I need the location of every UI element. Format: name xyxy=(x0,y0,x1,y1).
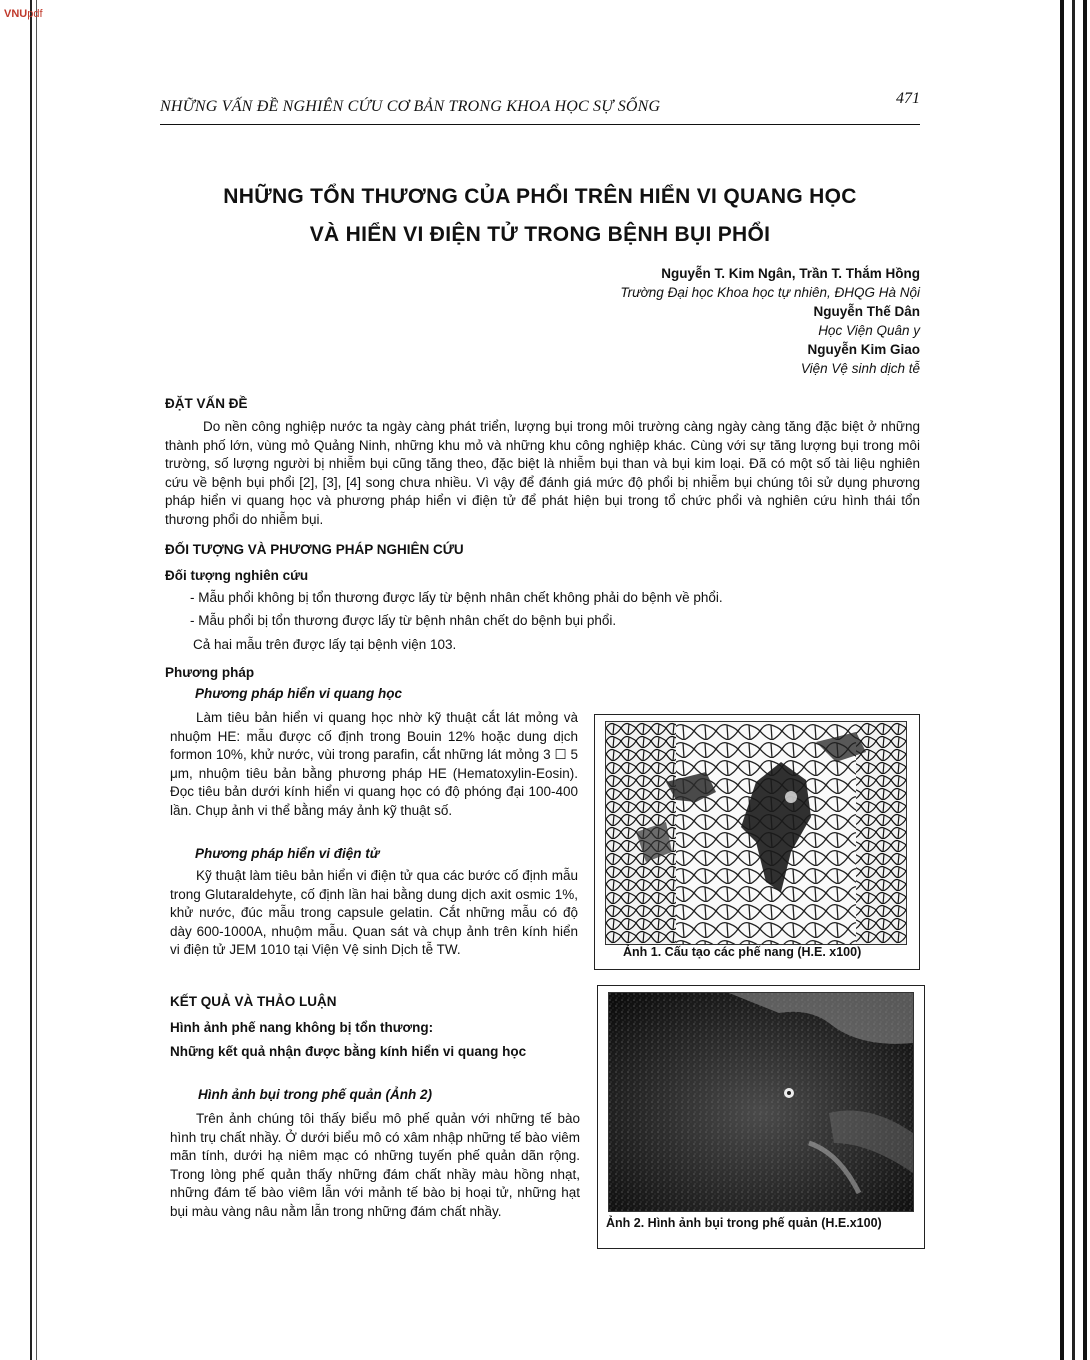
running-head-text: NHỮNG VẤN ĐỀ NGHIÊN CỨU CƠ BẢN TRONG KHOA HỌC SỰ SỐNG xyxy=(160,98,661,115)
author-affiliation: Viện Vệ sinh dịch tễ xyxy=(800,361,920,376)
page-number: 471 xyxy=(896,90,920,107)
author-name: Nguyễn Thế Dân xyxy=(813,304,920,319)
watermark-part2: pdf xyxy=(27,8,43,20)
author-name: Nguyễn Kim Giao xyxy=(807,342,920,357)
subject-bullet-1: - Mẫu phổi không bị tổn thương được lấy từ bệnh nhân chết không phải do bệnh về phổi. xyxy=(190,590,723,605)
author-name: Nguyễn T. Kim Ngân, Trần T. Thắm Hồng xyxy=(661,266,920,281)
scan-edge-right-2 xyxy=(1072,0,1075,1360)
figure-2 xyxy=(597,985,925,1249)
subheading-normal-alveoli: Hình ảnh phế nang không bị tổn thương: xyxy=(170,1020,434,1035)
subheading-light-microscopy: Phương pháp hiển vi quang học xyxy=(195,686,402,701)
subheading-electron-microscopy: Phương pháp hiển vi điện tử xyxy=(195,846,380,861)
figure-2-caption: Ảnh 2. Hình ảnh bụi trong phế quản (H.E.x100) xyxy=(606,1216,882,1230)
title-line-2: VÀ HIỂN VI ĐIỆN TỬ TRONG BỆNH BỤI PHỔI xyxy=(309,223,771,246)
light-microscopy-paragraph: Làm tiêu bản hiển vi quang học nhờ kỹ thuật cắt lát mỏng và nhuộm HE: mẫu được cố định trong Bouin 12% hoặc dung dịch formon 10%, khử nước, vùi trong parafin, cắt những lát mỏng 3 ☐ 5 μm, nhuộm tiêu bản bằng phương pháp HE (Hematoxylin-Eosin). Đọc tiêu bản dưới kính hiển vi quang học có độ phóng đại 100-400 lần. Chụp ảnh vi thể bằng máy ảnh kỹ thuật số. xyxy=(170,710,578,818)
subject-bullet-2: - Mẫu phổi bị tổn thương được lấy từ bệnh nhân chết do bệnh bụi phổi. xyxy=(190,613,617,628)
watermark-logo[interactable] xyxy=(4,8,43,20)
subject-note: Cả hai mẫu trên được lấy tại bệnh viện 103. xyxy=(193,637,457,652)
section-heading-introduction: ĐẶT VẤN ĐỀ xyxy=(165,396,248,411)
scan-edge-left xyxy=(30,0,32,1360)
section-heading-results: KẾT QUẢ VÀ THẢO LUẬN xyxy=(170,994,337,1009)
subheading-bronchus-dust: Hình ảnh bụi trong phế quản (Ảnh 2) xyxy=(198,1087,432,1102)
section-heading-methods: ĐỐI TƯỢNG VÀ PHƯƠNG PHÁP NGHIÊN CỨU xyxy=(165,542,464,557)
results-paragraph: Trên ảnh chúng tôi thấy biểu mô phế quản với những tế bào hình trụ chất nhầy. Ở dưới biểu mô có xâm nhập những tế bào viêm mãn tính, dưới hạ niêm mạc có những tuyến phế quản dãn rộng. Trong lòng phế quản thấy những đám chất nhầy màu hồng nhạt, những đám tế bào viêm lẫn với mảnh tế bào bị hoại tử, những hạt bụi màu vàng nâu nằm lẫn trong những đám chất nhầy. xyxy=(170,1111,580,1219)
figure-1 xyxy=(594,714,920,970)
introduction-paragraph: Do nền công nghiệp nước ta ngày càng phát triển, lượng bụi trong môi trường càng ngày càng tăng đặc biệt ở những thành phố lớn, vùng mỏ Quảng Ninh, những khu mỏ và những khu công nghiệp khác. Cùng với sự tăng lượng bụi trong môi trường, số lượng người bị nhiễm bụi cũng tăng theo, đặc biệt là nhiễm bụi than và bụi kim loại. Đã có một số tài liệu nghiên cứu về bệnh bụi phổi [2], [3], [4] song chưa nhiều. Vì vậy để đánh giá mức độ phổi bị nhiễm bụi chúng tôi sử dụng phương pháp hiển vi quang học và phương pháp hiển vi điện tử để phát hiện bụi trong tổ chức phổi và nghiên cứu hình thái tổn thương phổi do nhiễm bụi. xyxy=(165,419,920,527)
scan-edge-right-3 xyxy=(1083,0,1087,1360)
scan-edge-left-inner xyxy=(36,0,37,1360)
bronchus-dust-micrograph xyxy=(608,992,914,1212)
running-head xyxy=(160,90,920,124)
running-head-rule xyxy=(160,124,920,125)
lung-alveoli-micrograph xyxy=(605,721,907,945)
subheading-methods: Phương pháp xyxy=(165,665,255,680)
author-block xyxy=(620,264,920,378)
author-affiliation: Học Viện Quân y xyxy=(818,323,920,338)
subheading-light-results: Những kết quả nhận được bằng kính hiển vi quang học xyxy=(170,1044,527,1059)
watermark-part1: VNU xyxy=(4,8,28,20)
electron-microscopy-paragraph: Kỹ thuật làm tiêu bản hiển vi điện tử qua các bước cố định mẫu trong Glutaraldehyte, cố định lần hai bằng dung dịch axit osmic 1%, khử nước, đúc mẫu trong capsule gelatin. Cắt những mẫu có độ dày 600-1000A, nhuộm mẫu. Quan sát và chụp ảnh trên kính hiển vi điện tử JEM 1010 tại Viện Vệ sinh Dịch tễ TW. xyxy=(170,868,578,957)
scan-edge-right xyxy=(1060,0,1064,1360)
title-line-1: NHỮNG TỔN THƯƠNG CỦA PHỔI TRÊN HIỂN VI QUANG HỌC xyxy=(223,185,857,208)
subheading-subjects: Đối tượng nghiên cứu xyxy=(165,568,309,583)
figure-1-caption: Ảnh 1. Cấu tạo các phế nang (H.E. x100) xyxy=(623,945,862,959)
author-affiliation: Trường Đại học Khoa học tự nhiên, ĐHQG Hà Nội xyxy=(620,285,920,300)
paper-title xyxy=(160,178,920,254)
